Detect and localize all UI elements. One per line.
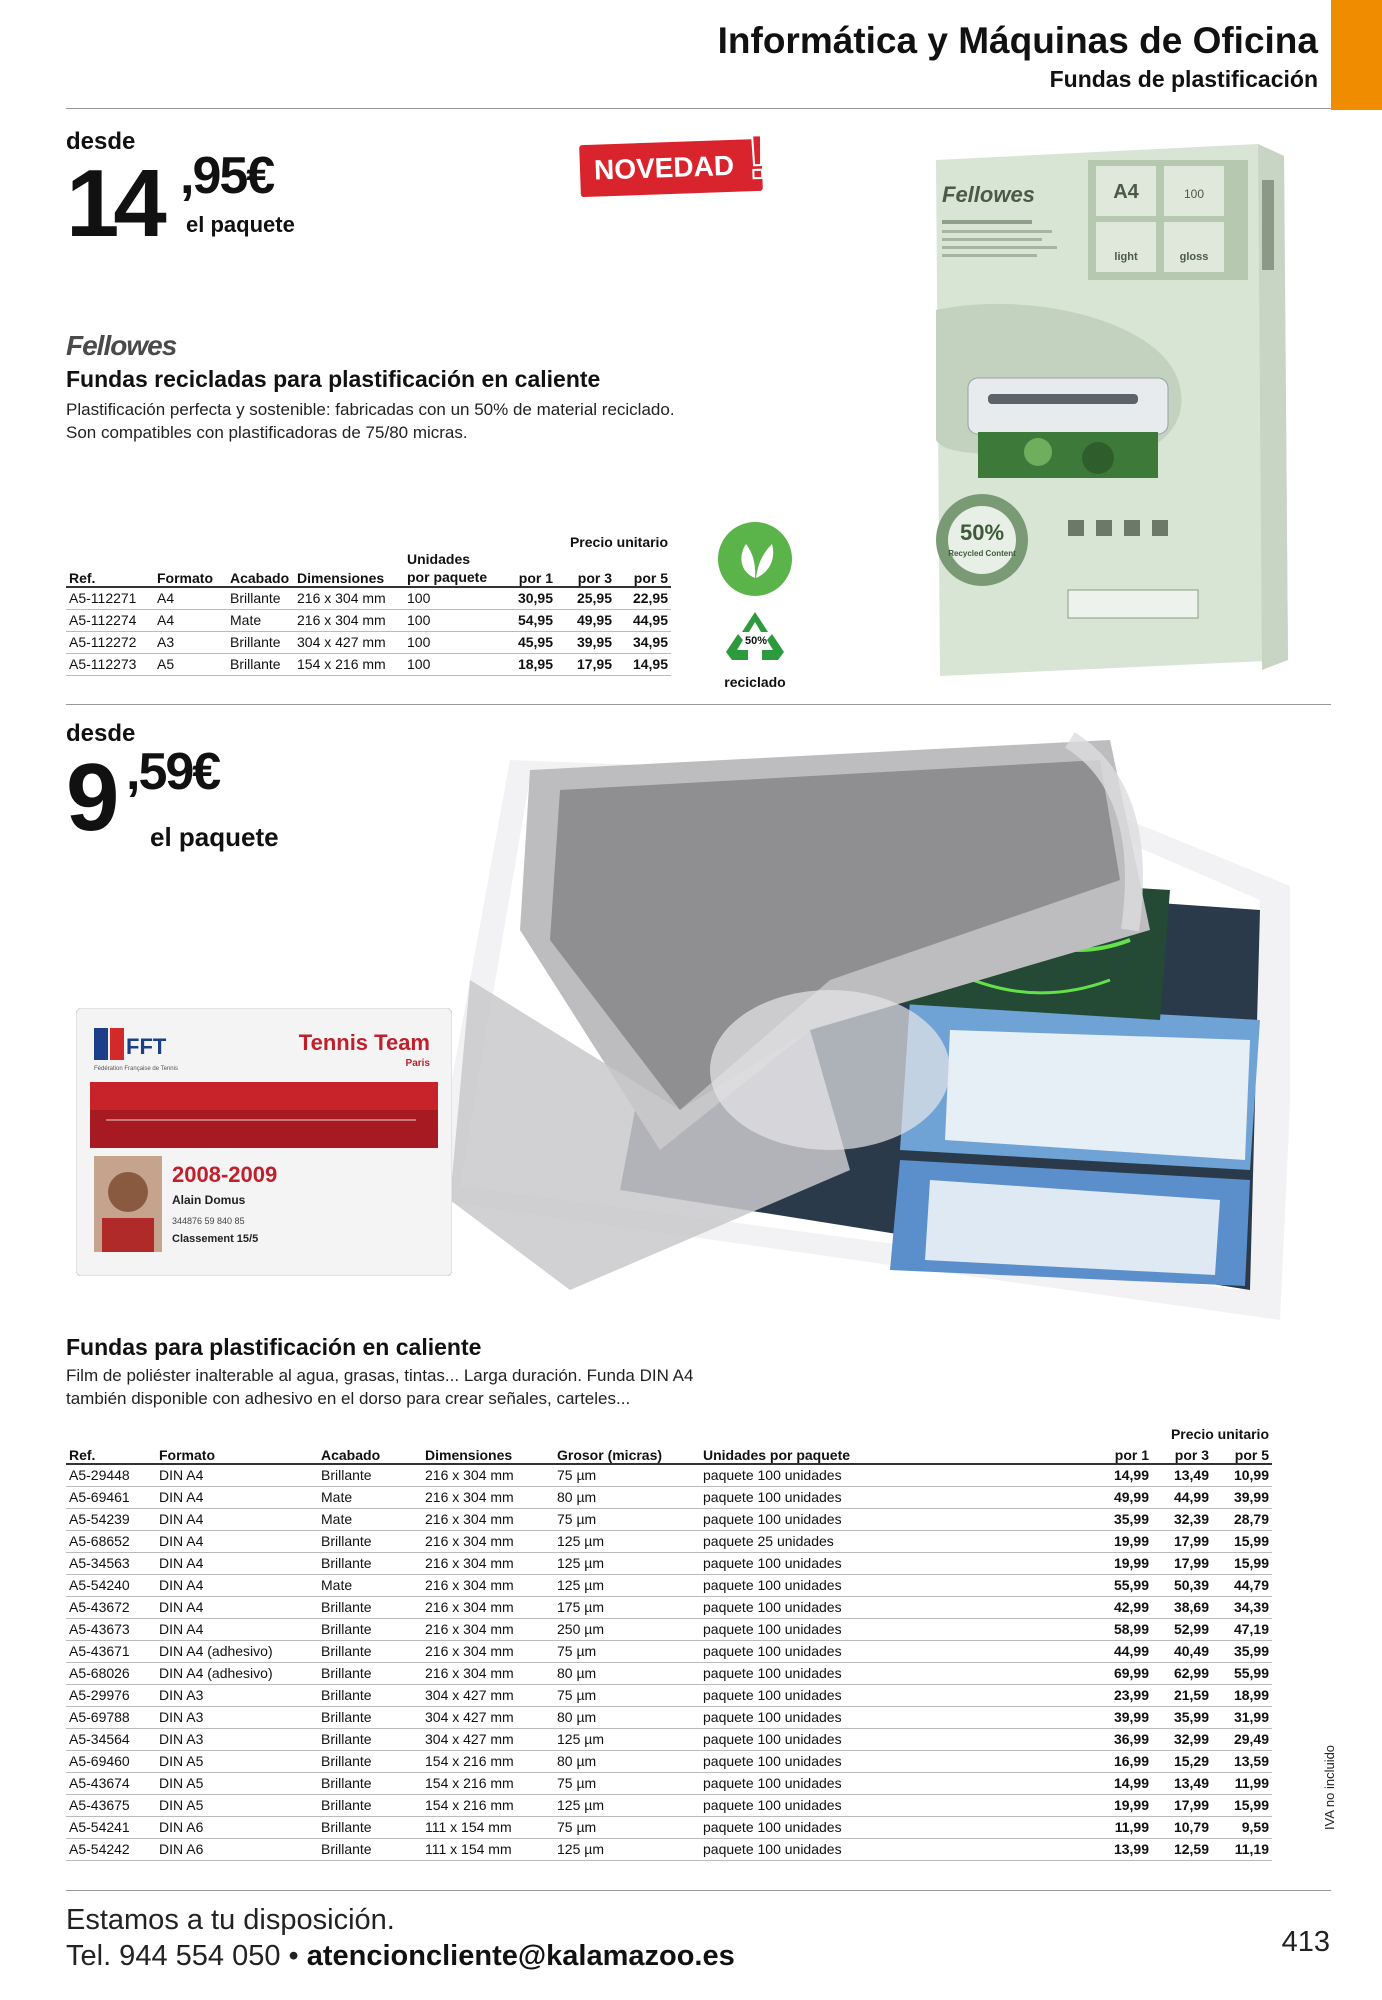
table2-cell: 154 x 216 mm bbox=[422, 1750, 554, 1772]
table1-cell: A5-112271 bbox=[66, 587, 154, 609]
table1-cell: A3 bbox=[154, 631, 227, 653]
table2-cell: Brillante bbox=[318, 1684, 422, 1706]
table2-cell: DIN A4 bbox=[156, 1618, 318, 1640]
table1-cell: 39,95 bbox=[556, 631, 615, 653]
table2-cell: 125 µm bbox=[554, 1794, 700, 1816]
footer-phone: Tel. 944 554 050 • bbox=[66, 1940, 307, 1972]
table2-row bbox=[66, 1618, 1272, 1640]
table2-cell: 44,99 bbox=[1086, 1640, 1152, 1662]
table1-cell: 216 x 304 mm bbox=[294, 609, 404, 631]
box-brand: Fellowes bbox=[942, 182, 1035, 207]
table2-cell: A5-29976 bbox=[66, 1684, 156, 1706]
table2-cell: paquete 100 unidades bbox=[700, 1772, 1086, 1794]
table2-cell: 216 x 304 mm bbox=[422, 1662, 554, 1684]
table2-cell: 49,99 bbox=[1086, 1486, 1152, 1508]
table2-cell: A5-68026 bbox=[66, 1662, 156, 1684]
table2-cell: A5-29448 bbox=[66, 1464, 156, 1486]
table2-cell: 69,99 bbox=[1086, 1662, 1152, 1684]
card-ranking: Classement 15/5 bbox=[172, 1233, 259, 1245]
table1-cell: Brillante bbox=[227, 587, 294, 609]
table1-cell: 100 bbox=[404, 631, 496, 653]
laminating-pouch-image bbox=[430, 730, 1290, 1330]
table1-cell: 44,95 bbox=[615, 609, 671, 631]
table2-cell: 125 µm bbox=[554, 1530, 700, 1552]
table2-cell: 216 x 304 mm bbox=[422, 1618, 554, 1640]
table2-cell: 38,69 bbox=[1152, 1596, 1212, 1618]
table2-cell: 15,99 bbox=[1212, 1794, 1272, 1816]
table2-cell: Brillante bbox=[318, 1662, 422, 1684]
table2-cell: 154 x 216 mm bbox=[422, 1794, 554, 1816]
table2-cell: 13,59 bbox=[1212, 1750, 1272, 1772]
exclamation-icon: ! bbox=[745, 122, 769, 193]
table2-cell: 42,99 bbox=[1086, 1596, 1152, 1618]
table2-cell: 19,99 bbox=[1086, 1530, 1152, 1552]
table1-cell: Brillante bbox=[227, 653, 294, 675]
table2-cell: DIN A6 bbox=[156, 1838, 318, 1860]
table1-cell: 45,95 bbox=[496, 631, 556, 653]
table2-cell: DIN A5 bbox=[156, 1794, 318, 1816]
table2-row bbox=[66, 1640, 1272, 1662]
table1-row bbox=[66, 631, 671, 653]
box-count: 100 bbox=[1183, 187, 1205, 201]
table2-cell: DIN A4 bbox=[156, 1574, 318, 1596]
table2-cell: 216 x 304 mm bbox=[422, 1640, 554, 1662]
table2-cell: 304 x 427 mm bbox=[422, 1728, 554, 1750]
table2-row bbox=[66, 1596, 1272, 1618]
table2-cell: 34,39 bbox=[1212, 1596, 1272, 1618]
price-unit-2: el paquete bbox=[150, 822, 279, 852]
table2-cell: 15,99 bbox=[1212, 1530, 1272, 1552]
table1-cell: A5-112274 bbox=[66, 609, 154, 631]
table1-cell: 100 bbox=[404, 653, 496, 675]
box-seal-percent: 50% bbox=[959, 520, 1005, 545]
table2-cell: A5-54240 bbox=[66, 1574, 156, 1596]
table2-cell: A5-69788 bbox=[66, 1706, 156, 1728]
table2-col-header: por 5 bbox=[1212, 1442, 1272, 1464]
table1-cell: 54,95 bbox=[496, 609, 556, 631]
table2-cell: A5-43675 bbox=[66, 1794, 156, 1816]
table2-cell: Mate bbox=[318, 1574, 422, 1596]
card-team: Tennis Team bbox=[298, 1030, 430, 1055]
table2-cell: Mate bbox=[318, 1486, 422, 1508]
card-logo: FFT bbox=[126, 1034, 167, 1059]
table2-cell: Brillante bbox=[318, 1728, 422, 1750]
table2-cell: 80 µm bbox=[554, 1706, 700, 1728]
table1-cell: Brillante bbox=[227, 631, 294, 653]
table2-cell: paquete 100 unidades bbox=[700, 1596, 1086, 1618]
table2-row bbox=[66, 1552, 1272, 1574]
table1-col-header: Dimensiones bbox=[294, 550, 404, 587]
table2-cell: 12,59 bbox=[1152, 1838, 1212, 1860]
table2-cell: 125 µm bbox=[554, 1552, 700, 1574]
product-title-2: Fundas para plastificación en caliente bbox=[66, 1334, 482, 1360]
table2-cell: 13,49 bbox=[1152, 1464, 1212, 1486]
price-integer: 14 bbox=[66, 150, 161, 257]
table2-cell: A5-34563 bbox=[66, 1552, 156, 1574]
table2-cell: 40,49 bbox=[1152, 1640, 1212, 1662]
table2-cell: 216 x 304 mm bbox=[422, 1486, 554, 1508]
table2-cell: 35,99 bbox=[1212, 1640, 1272, 1662]
table2-cell: 55,99 bbox=[1086, 1574, 1152, 1596]
table2-cell: 80 µm bbox=[554, 1750, 700, 1772]
table2-cell: 125 µm bbox=[554, 1728, 700, 1750]
box-feature-1: light bbox=[1114, 251, 1138, 263]
table2-cell: 216 x 304 mm bbox=[422, 1508, 554, 1530]
table1-cell: 25,95 bbox=[556, 587, 615, 609]
table2-cell: Brillante bbox=[318, 1750, 422, 1772]
table2-cell: 32,99 bbox=[1152, 1728, 1212, 1750]
table2-cell: Brillante bbox=[318, 1772, 422, 1794]
table1-cell: 34,95 bbox=[615, 631, 671, 653]
id-card-image bbox=[76, 1008, 452, 1276]
table2-row bbox=[66, 1464, 1272, 1486]
table2-cell: DIN A3 bbox=[156, 1684, 318, 1706]
table2-row bbox=[66, 1728, 1272, 1750]
table2-cell: 47,19 bbox=[1212, 1618, 1272, 1640]
table2-cell: paquete 100 unidades bbox=[700, 1816, 1086, 1838]
table1-cell: 30,95 bbox=[496, 587, 556, 609]
price-integer-2: 9 bbox=[66, 744, 114, 851]
table2-row bbox=[66, 1574, 1272, 1596]
table2-cell: A5-43673 bbox=[66, 1618, 156, 1640]
footer-contact-line: Estamos a tu disposición. bbox=[66, 1904, 395, 1936]
product-desc-1 bbox=[66, 398, 675, 444]
card-season: 2008-2009 bbox=[172, 1162, 278, 1187]
table2-cell: 75 µm bbox=[554, 1464, 700, 1486]
table2-cell: Brillante bbox=[318, 1838, 422, 1860]
box-seal-text: Recycled Content bbox=[948, 549, 1016, 558]
table2-row bbox=[66, 1772, 1272, 1794]
table2-col-header: Ref. bbox=[66, 1442, 156, 1464]
table2-cell: paquete 100 unidades bbox=[700, 1794, 1086, 1816]
novedad-label: NOVEDAD bbox=[593, 149, 735, 186]
table2-cell: paquete 100 unidades bbox=[700, 1508, 1086, 1530]
price-decimal: ,95€ bbox=[180, 147, 274, 205]
table1-col-header: por 3 bbox=[556, 550, 615, 587]
table1-col-header: Acabado bbox=[227, 550, 294, 587]
table2-cell: DIN A4 bbox=[156, 1530, 318, 1552]
page-number: 413 bbox=[1281, 1926, 1330, 1958]
table2-cell: 15,99 bbox=[1212, 1552, 1272, 1574]
table1-cell: A5-112273 bbox=[66, 653, 154, 675]
table2-col-header: Formato bbox=[156, 1442, 318, 1464]
table2-cell: paquete 100 unidades bbox=[700, 1464, 1086, 1486]
table1-cell: A4 bbox=[154, 609, 227, 631]
table2-cell: DIN A4 bbox=[156, 1552, 318, 1574]
table1-col-header: Formato bbox=[154, 550, 227, 587]
table2-cell: 21,59 bbox=[1152, 1684, 1212, 1706]
table2-cell: A5-34564 bbox=[66, 1728, 156, 1750]
table2-cell: Brillante bbox=[318, 1596, 422, 1618]
price-table-2 bbox=[66, 1420, 1272, 1861]
table2-cell: DIN A3 bbox=[156, 1728, 318, 1750]
table2-row bbox=[66, 1750, 1272, 1772]
card-logo-caption: Fédération Française de Tennis bbox=[94, 1066, 178, 1072]
recycle-label: reciclado bbox=[724, 674, 786, 690]
table1-row bbox=[66, 609, 671, 631]
table2-cell: 14,99 bbox=[1086, 1772, 1152, 1794]
box-size: A4 bbox=[1113, 181, 1139, 203]
table2-col-header: Acabado bbox=[318, 1442, 422, 1464]
table1-cell: 216 x 304 mm bbox=[294, 587, 404, 609]
table2-cell: 80 µm bbox=[554, 1662, 700, 1684]
table2-cell: 216 x 304 mm bbox=[422, 1596, 554, 1618]
product-title-1: Fundas recicladas para plastificación en caliente bbox=[66, 366, 601, 392]
table2-cell: 15,29 bbox=[1152, 1750, 1212, 1772]
table2-cell: 17,99 bbox=[1152, 1794, 1212, 1816]
table2-cell: paquete 100 unidades bbox=[700, 1684, 1086, 1706]
table2-cell: Mate bbox=[318, 1508, 422, 1530]
table2-cell: 250 µm bbox=[554, 1618, 700, 1640]
table2-row bbox=[66, 1486, 1272, 1508]
footer-divider bbox=[66, 1890, 1331, 1891]
table2-cell: A5-43674 bbox=[66, 1772, 156, 1794]
table2-cell: 75 µm bbox=[554, 1508, 700, 1530]
table2-row bbox=[66, 1508, 1272, 1530]
price-table-1 bbox=[66, 528, 671, 676]
table2-cell: paquete 100 unidades bbox=[700, 1728, 1086, 1750]
table2-col-header: por 3 bbox=[1152, 1442, 1212, 1464]
table2-row bbox=[66, 1530, 1272, 1552]
table2-cell: 36,99 bbox=[1086, 1728, 1152, 1750]
table2-cell: 35,99 bbox=[1152, 1706, 1212, 1728]
price-from-label: desde bbox=[66, 128, 136, 155]
table2-cell: Brillante bbox=[318, 1530, 422, 1552]
table2-cell: DIN A4 (adhesivo) bbox=[156, 1662, 318, 1684]
table2-cell: 35,99 bbox=[1086, 1508, 1152, 1530]
table2-cell: 19,99 bbox=[1086, 1794, 1152, 1816]
table2-cell: Brillante bbox=[318, 1464, 422, 1486]
table2-cell: 216 x 304 mm bbox=[422, 1464, 554, 1486]
table2-cell: DIN A4 bbox=[156, 1596, 318, 1618]
table2-cell: 17,99 bbox=[1152, 1530, 1212, 1552]
table2-cell: 31,99 bbox=[1212, 1706, 1272, 1728]
table2-cell: 39,99 bbox=[1086, 1706, 1152, 1728]
fellowes-box-image bbox=[928, 140, 1292, 680]
table2-cell: 125 µm bbox=[554, 1838, 700, 1860]
price-unit: el paquete bbox=[186, 212, 295, 237]
table2-col-header: Grosor (micras) bbox=[554, 1442, 700, 1464]
table2-cell: Brillante bbox=[318, 1816, 422, 1838]
table2-cell: 18,99 bbox=[1212, 1684, 1272, 1706]
table2-cell: DIN A4 (adhesivo) bbox=[156, 1640, 318, 1662]
footer-phone-email bbox=[66, 1940, 735, 1973]
novedad-badge bbox=[579, 122, 769, 197]
table1-row bbox=[66, 653, 671, 675]
table2-cell: 11,99 bbox=[1212, 1772, 1272, 1794]
table2-cell: A5-54242 bbox=[66, 1838, 156, 1860]
table2-cell: 13,99 bbox=[1086, 1838, 1152, 1860]
table2-cell: A5-54241 bbox=[66, 1816, 156, 1838]
table2-cell: A5-43672 bbox=[66, 1596, 156, 1618]
table1-cell: 100 bbox=[404, 609, 496, 631]
table2-cell: 75 µm bbox=[554, 1816, 700, 1838]
table2-cell: 29,49 bbox=[1212, 1728, 1272, 1750]
table2-row bbox=[66, 1684, 1272, 1706]
table1-cell: Mate bbox=[227, 609, 294, 631]
table2-cell: DIN A3 bbox=[156, 1706, 318, 1728]
table2-row bbox=[66, 1662, 1272, 1684]
table2-cell: Brillante bbox=[318, 1706, 422, 1728]
table2-cell: A5-43671 bbox=[66, 1640, 156, 1662]
page-title: Informática y Máquinas de Oficina bbox=[717, 20, 1318, 61]
table1-cell: A5 bbox=[154, 653, 227, 675]
table1-cell: 18,95 bbox=[496, 653, 556, 675]
table2-cell: 16,99 bbox=[1086, 1750, 1152, 1772]
card-player-name: Alain Domus bbox=[172, 1193, 246, 1207]
table1-cell: 100 bbox=[404, 587, 496, 609]
table2-cell: 55,99 bbox=[1212, 1662, 1272, 1684]
product-desc-1-line2: Son compatibles con plastificadoras de 75/80 micras. bbox=[66, 423, 468, 442]
table2-cell: 75 µm bbox=[554, 1640, 700, 1662]
price-group-header: Precio unitario bbox=[569, 534, 668, 550]
table2-cell: 17,99 bbox=[1152, 1552, 1212, 1574]
table2-cell: paquete 25 unidades bbox=[700, 1530, 1086, 1552]
table1-cell: A4 bbox=[154, 587, 227, 609]
table2-row bbox=[66, 1794, 1272, 1816]
product-desc-2-line2: también disponible con adhesivo en el dorso para crear señales, carteles... bbox=[66, 1389, 631, 1408]
eco-leaf-icon bbox=[718, 522, 792, 596]
table2-cell: paquete 100 unidades bbox=[700, 1706, 1086, 1728]
table2-cell: A5-54239 bbox=[66, 1508, 156, 1530]
table2-row bbox=[66, 1816, 1272, 1838]
table2-cell: 44,79 bbox=[1212, 1574, 1272, 1596]
table2-cell: 175 µm bbox=[554, 1596, 700, 1618]
table2-cell: 14,99 bbox=[1086, 1464, 1152, 1486]
product-desc-2-line1: Film de poliéster inalterable al agua, grasas, tintas... Larga duración. Funda DIN A4 bbox=[66, 1366, 694, 1385]
table2-cell: 19,99 bbox=[1086, 1552, 1152, 1574]
product-desc-2 bbox=[66, 1364, 693, 1410]
table2-cell: 11,99 bbox=[1086, 1816, 1152, 1838]
card-player-number: 344876 59 840 85 bbox=[172, 1216, 245, 1226]
table1-cell: 22,95 bbox=[615, 587, 671, 609]
recycle-percent: 50% bbox=[744, 635, 768, 647]
table2-cell: 75 µm bbox=[554, 1684, 700, 1706]
price-block-1 bbox=[66, 128, 326, 257]
table2-cell: A5-69461 bbox=[66, 1486, 156, 1508]
table2-cell: 111 x 154 mm bbox=[422, 1816, 554, 1838]
section-tab bbox=[1331, 0, 1382, 110]
table2-col-header: Unidades por paquete bbox=[700, 1442, 1086, 1464]
table2-cell: A5-69460 bbox=[66, 1750, 156, 1772]
table2-cell: 39,99 bbox=[1212, 1486, 1272, 1508]
table2-col-header: por 1 bbox=[1086, 1442, 1152, 1464]
table1-cell: 17,95 bbox=[556, 653, 615, 675]
table1-cell: 154 x 216 mm bbox=[294, 653, 404, 675]
table2-cell: 23,99 bbox=[1086, 1684, 1152, 1706]
table2-cell: 154 x 216 mm bbox=[422, 1772, 554, 1794]
table2-cell: 11,19 bbox=[1212, 1838, 1272, 1860]
table1-col-header: Unidades por paquete bbox=[404, 550, 496, 587]
brand-logo: Fellowes bbox=[66, 330, 177, 361]
table2-cell: 216 x 304 mm bbox=[422, 1552, 554, 1574]
table2-cell: paquete 100 unidades bbox=[700, 1750, 1086, 1772]
table2-cell: 13,49 bbox=[1152, 1772, 1212, 1794]
table2-cell: 28,79 bbox=[1212, 1508, 1272, 1530]
section-divider bbox=[66, 704, 1331, 705]
table2-col-header: Dimensiones bbox=[422, 1442, 554, 1464]
table2-cell: DIN A5 bbox=[156, 1750, 318, 1772]
table2-cell: DIN A4 bbox=[156, 1508, 318, 1530]
table1-cell: A5-112272 bbox=[66, 631, 154, 653]
table2-cell: DIN A4 bbox=[156, 1486, 318, 1508]
table2-cell: A5-68652 bbox=[66, 1530, 156, 1552]
table2-cell: paquete 100 unidades bbox=[700, 1838, 1086, 1860]
table2-cell: DIN A4 bbox=[156, 1464, 318, 1486]
table2-cell: DIN A6 bbox=[156, 1816, 318, 1838]
table2-cell: 44,99 bbox=[1152, 1486, 1212, 1508]
table2-cell: Brillante bbox=[318, 1552, 422, 1574]
table2-cell: paquete 100 unidades bbox=[700, 1662, 1086, 1684]
table2-cell: Brillante bbox=[318, 1618, 422, 1640]
table2-cell: 75 µm bbox=[554, 1772, 700, 1794]
table1-col-header: Ref. bbox=[66, 550, 154, 587]
table2-cell: paquete 100 unidades bbox=[700, 1486, 1086, 1508]
table2-cell: 304 x 427 mm bbox=[422, 1684, 554, 1706]
table2-row bbox=[66, 1706, 1272, 1728]
box-feature-2: gloss bbox=[1179, 251, 1209, 263]
table2-cell: 9,59 bbox=[1212, 1816, 1272, 1838]
table2-cell: Brillante bbox=[318, 1794, 422, 1816]
table2-cell: 80 µm bbox=[554, 1486, 700, 1508]
table1-cell: 49,95 bbox=[556, 609, 615, 631]
table2-cell: 216 x 304 mm bbox=[422, 1574, 554, 1596]
table2-cell: paquete 100 unidades bbox=[700, 1574, 1086, 1596]
table1-cell: 304 x 427 mm bbox=[294, 631, 404, 653]
table2-cell: 52,99 bbox=[1152, 1618, 1212, 1640]
header-divider bbox=[66, 108, 1331, 109]
table2-cell: 50,39 bbox=[1152, 1574, 1212, 1596]
table2-cell: paquete 100 unidades bbox=[700, 1618, 1086, 1640]
price-from-label-2: desde bbox=[66, 720, 136, 747]
table2-cell: Brillante bbox=[318, 1640, 422, 1662]
table2-cell: 111 x 154 mm bbox=[422, 1838, 554, 1860]
product-desc-1-line1: Plastificación perfecta y sostenible: fabricadas con un 50% de material reciclado. bbox=[66, 400, 675, 419]
page-subtitle: Fundas de plastificación bbox=[1049, 66, 1318, 92]
table2-cell: DIN A5 bbox=[156, 1772, 318, 1794]
card-city: Paris bbox=[405, 1058, 430, 1069]
table1-cell: 14,95 bbox=[615, 653, 671, 675]
table1-col-header: por 5 bbox=[615, 550, 671, 587]
table2-cell: 10,79 bbox=[1152, 1816, 1212, 1838]
price-decimal-2: ,59€ bbox=[126, 743, 220, 801]
table1-col-header: por 1 bbox=[496, 550, 556, 587]
price-block-2 bbox=[66, 720, 326, 850]
table2-cell: 304 x 427 mm bbox=[422, 1706, 554, 1728]
table1-row bbox=[66, 587, 671, 609]
table2-cell: 10,99 bbox=[1212, 1464, 1272, 1486]
table2-row bbox=[66, 1838, 1272, 1860]
table2-cell: 62,99 bbox=[1152, 1662, 1212, 1684]
footer-email-link[interactable]: atencioncliente@kalamazoo.es bbox=[306, 1940, 735, 1972]
table2-cell: 125 µm bbox=[554, 1574, 700, 1596]
price-group-header-2: Precio unitario bbox=[1170, 1426, 1269, 1442]
table2-cell: 216 x 304 mm bbox=[422, 1530, 554, 1552]
table2-cell: paquete 100 unidades bbox=[700, 1552, 1086, 1574]
table2-cell: paquete 100 unidades bbox=[700, 1640, 1086, 1662]
vat-note: IVA no incluido bbox=[1322, 1744, 1337, 1830]
table2-cell: 32,39 bbox=[1152, 1508, 1212, 1530]
table2-cell: 58,99 bbox=[1086, 1618, 1152, 1640]
